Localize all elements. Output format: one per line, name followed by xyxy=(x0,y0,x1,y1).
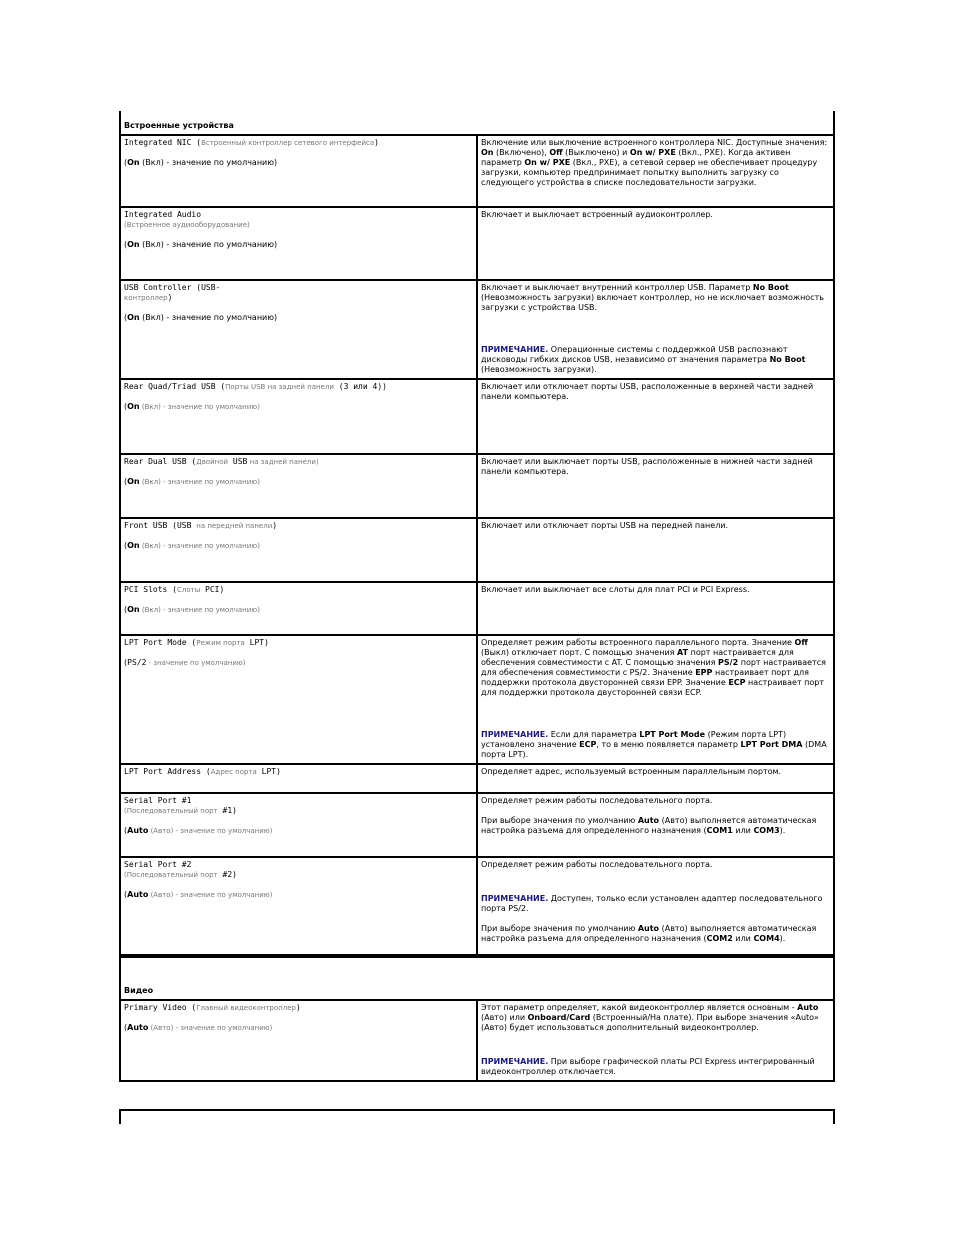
option-cell: Front USB (USB на передней панели) (On (Вкл) - значение по умолчанию) xyxy=(120,518,477,582)
builtin-devices-title: Встроенные устройства xyxy=(120,111,834,135)
option-cell: Integrated NIC (Встроенный контроллер сетевого интерфейса) (On (Вкл) - значение по умолчанию) xyxy=(120,135,477,207)
note-label: ПРИМЕЧАНИЕ. xyxy=(481,345,549,354)
description-cell: Включает или отключает порты USB, расположенные в верхней части задней панели компьютера. xyxy=(477,379,834,454)
description-cell: Включает или выключает порты USB, расположенные в нижней части задней панели компьютера. xyxy=(477,454,834,518)
option-cell: USB Controller (USB- контроллер) (On (Вкл) - значение по умолчанию) xyxy=(120,280,477,379)
option-cell: Rear Quad/Triad USB (Порты USB на задней панели (3 или 4)) (On (Вкл) - значение по умолчанию) xyxy=(120,379,477,454)
table-row xyxy=(120,764,834,793)
builtin-devices-table xyxy=(119,111,835,956)
description-cell: Определяет режим работы последовательного порта. ПРИМЕЧАНИЕ. Доступен, только если установлен адаптер последовательного порта PS/2. При выборе значения по умолчанию Auto (Авто) выполняется автоматическая настройка разъема для определенного назначения (COM2 или COM4). xyxy=(477,857,834,955)
option-cell: Integrated Audio (Встроенное аудиооборудование) (On (Вкл) - значение по умолчанию) xyxy=(120,207,477,280)
next-table xyxy=(119,1109,835,1124)
description-cell: Включает или отключает порты USB на передней панели. xyxy=(477,518,834,582)
table-row xyxy=(120,1000,834,1081)
video-title: Видео xyxy=(120,957,834,1000)
next-table-header xyxy=(120,1110,834,1124)
table-row xyxy=(120,518,834,582)
table-row xyxy=(120,454,834,518)
description-cell: Включает и выключает встроенный аудиоконтроллер. xyxy=(477,207,834,280)
description-cell: Включает и выключает внутренний контроллер USB. Параметр No Boot (Невозможность загрузки) включает контроллер, но не исключает возможность загрузки с устройства USB. ПРИМЕЧАНИЕ. Операционные системы с поддержкой USB распознают дисководы гибких дисков USB, независимо от значения параметра No Boot (Невозможность загрузки). xyxy=(477,280,834,379)
option-cell: LPT Port Mode (Режим порта LPT) (PS/2 - значение по умолчанию) xyxy=(120,635,477,764)
note-label: ПРИМЕЧАНИЕ. xyxy=(481,1057,549,1066)
table-row xyxy=(120,379,834,454)
description-cell: Определяет адрес, используемый встроенным параллельным портом. xyxy=(477,764,834,793)
video-table xyxy=(119,956,835,1082)
description-cell: Определяет режим работы последовательного порта. При выборе значения по умолчанию Auto (Авто) выполняется автоматическая настройка разъема для определенного назначения (COM1 или COM3). xyxy=(477,793,834,857)
option-cell: Primary Video (Главный видеоконтроллер) (Auto (Авто) - значение по умолчанию) xyxy=(120,1000,477,1081)
description-cell: Этот параметр определяет, какой видеоконтроллер является основным - Auto (Авто) или Onboard/Card (Встроенный/На плате). При выборе значения «Auto» (Авто) будет использоваться дополнительный видеоконтроллер. ПРИМЕЧАНИЕ. При выборе графической платы PCI Express интегрированный видеоконтроллер отключается. xyxy=(477,1000,834,1081)
table-row xyxy=(120,793,834,857)
table-row xyxy=(120,582,834,635)
note-label: ПРИМЕЧАНИЕ. xyxy=(481,730,549,739)
description-cell: Включает или выключает все слоты для плат PCI и PCI Express. xyxy=(477,582,834,635)
table-row xyxy=(120,635,834,764)
table-row xyxy=(120,280,834,379)
table-row xyxy=(120,207,834,280)
option-cell: Serial Port #1 (Последовательный порт #1) (Auto (Авто) - значение по умолчанию) xyxy=(120,793,477,857)
description-cell: Включение или выключение встроенного контроллера NIC. Доступные значения: On (Включено), Off (Выключено) и On w/ PXE (Вкл., PXE). Когда активен параметр On w/ PXE (Вкл., PXE), а сетевой сервер не обеспечивает процедуру загрузки, компьютер предпринимает попытку выполнить загрузку со следующего устройства в списке последовательности загрузки. xyxy=(477,135,834,207)
option-cell: Rear Dual USB (Двойной USB на задней панели) (On (Вкл) - значение по умолчанию) xyxy=(120,454,477,518)
option-cell: LPT Port Address (Адрес порта LPT) xyxy=(120,764,477,793)
table-row xyxy=(120,135,834,207)
note-label: ПРИМЕЧАНИЕ. xyxy=(481,894,549,903)
table-row xyxy=(120,857,834,955)
option-cell: Serial Port #2 (Последовательный порт #2) (Auto (Авто) - значение по умолчанию) xyxy=(120,857,477,955)
description-cell: Определяет режим работы встроенного параллельного порта. Значение Off (Выкл) отключает порт. С помощью значения AT порт настраивается для обеспечения совместимости с AT. С помощью значения PS/2 порт настраивается для обеспечения совместимости с PS/2. Значение EPP настраивает порт для поддержки протокола двусторонней связи EPP. Значение ECP настраивает порт для поддержки протокола двусторонней связи ECP. ПРИМЕЧАНИЕ. Если для параметра LPT Port Mode (Режим порта LPT) установлено значение ECP, то в меню появляется параметр LPT Port DMA (DMA порта LPT). xyxy=(477,635,834,764)
option-cell: PCI Slots (Слоты PCI) (On (Вкл) - значение по умолчанию) xyxy=(120,582,477,635)
